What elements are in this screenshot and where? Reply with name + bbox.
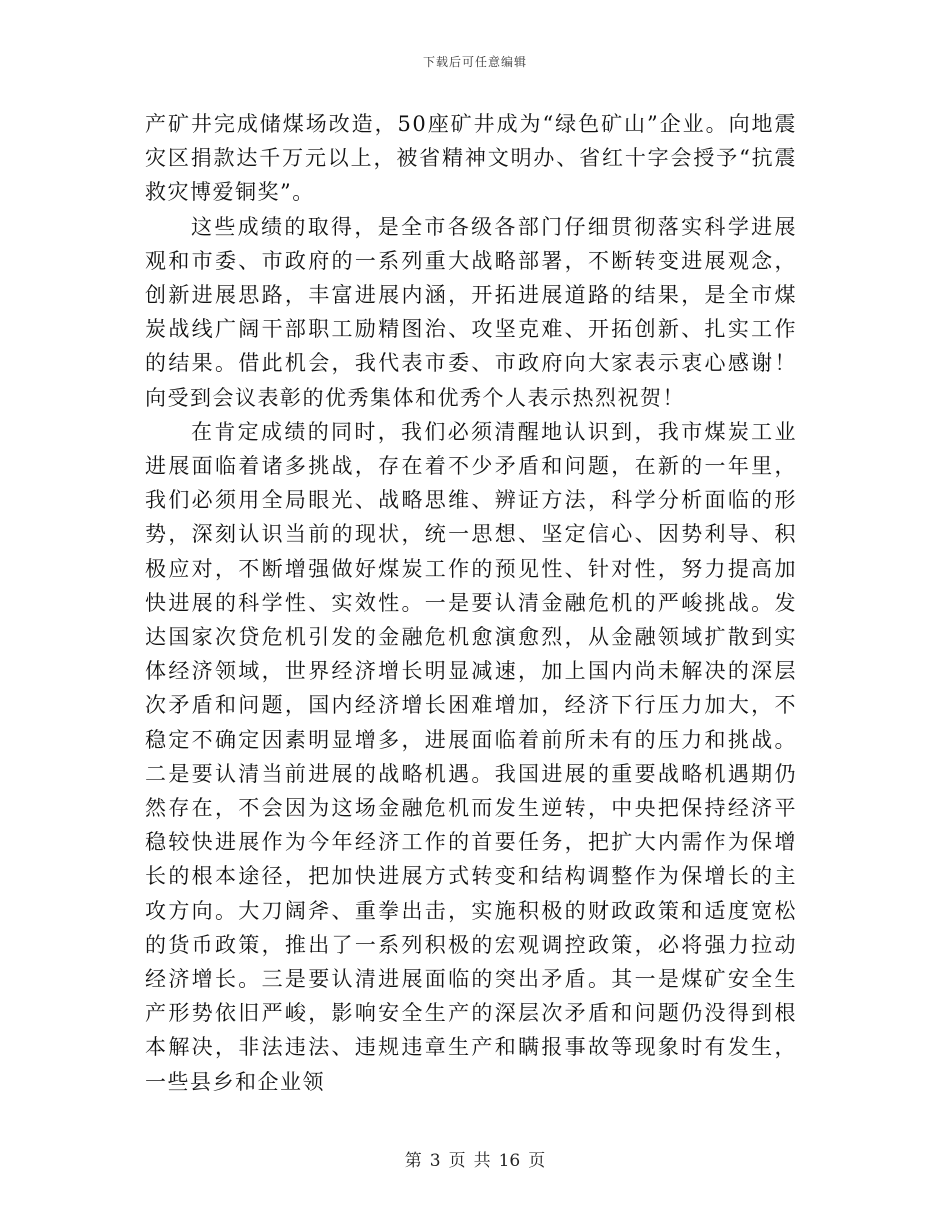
total-page-number: 16 [498, 1151, 521, 1171]
footer-suffix: 页 [528, 1151, 546, 1171]
paragraph-3: 在肯定成绩的同时，我们必须清醒地认识到，我市煤炭工业进展面临着诸多挑战，存在着不少矛盾和问题，在新的一年里，我们必须用全局眼光、战略思维、辨证方法，科学分析面临的形势，深刻认识当前的现状，统一思想、坚定信心、因势利导、积极应对，不断增强做好煤炭工作的预见性、针对性，努力提高加快进展的科学性、实效性。一是要认清金融危机的严峻挑战。发达国家次贷危机引发的金融危机愈演愈烈，从金融领域扩散到实体经济领域，世界经济增长明显减速，加上国内尚未解决的深层次矛盾和问题，国内经济增长困难增加，经济下行压力加大，不稳定不确定因素明显增多，进展面临着前所未有的压力和挑战。二是要认清当前进展的战略机遇。我国进展的重要战略机遇期仍然存在，不会因为这场金融危机而发生逆转，中央把保持经济平稳较快进展作为今年经济工作的首要任务，把扩大内需作为保增长的根本途径，把加快进展方式转变和结构调整作为保增长的主攻方向。大刀阔斧、重拳出击，实施积极的财政政策和适度宽松的货币政策，推出了一系列积极的宏观调控政策，必将强力拉动经济增长。三是要认清进展面临的突出矛盾。其一是煤矿安全生产形势依旧严峻，影响安全生产的深层次矛盾和问题仍没得到根本解决，非法违法、违规违章生产和瞒报事故等现象时有发生，一些县乡和企业领 [145, 419, 797, 1094]
page-header: 下载后可任意编辑 [422, 55, 527, 69]
footer-page-label: 页 [448, 1151, 466, 1171]
document-body [145, 107, 797, 1099]
footer-total-label: 共 [473, 1151, 491, 1171]
current-page-number: 3 [429, 1151, 441, 1171]
footer-prefix: 第 [404, 1151, 422, 1171]
paragraph-1: 产矿井完成储煤场改造，50座矿井成为“绿色矿山”企业。向地震灾区捐款达千万元以上，被省精神文明办、省红十字会授予“抗震救灾博爱铜奖”。 [145, 112, 797, 205]
paragraph-2: 这些成绩的取得，是全市各级各部门仔细贯彻落实科学进展观和市委、市政府的一系列重大战略部署，不断转变进展观念，创新进展思路，丰富进展内涵，开拓进展道路的结果，是全市煤炭战线广阔干部职工励精图治、攻坚克难、开拓创新、扎实工作的结果。借此机会，我代表市委、市政府向大家表示衷心感谢！向受到会议表彰的优秀集体和优秀个人表示热烈祝贺！ [145, 214, 797, 410]
page-footer [0, 1146, 950, 1171]
